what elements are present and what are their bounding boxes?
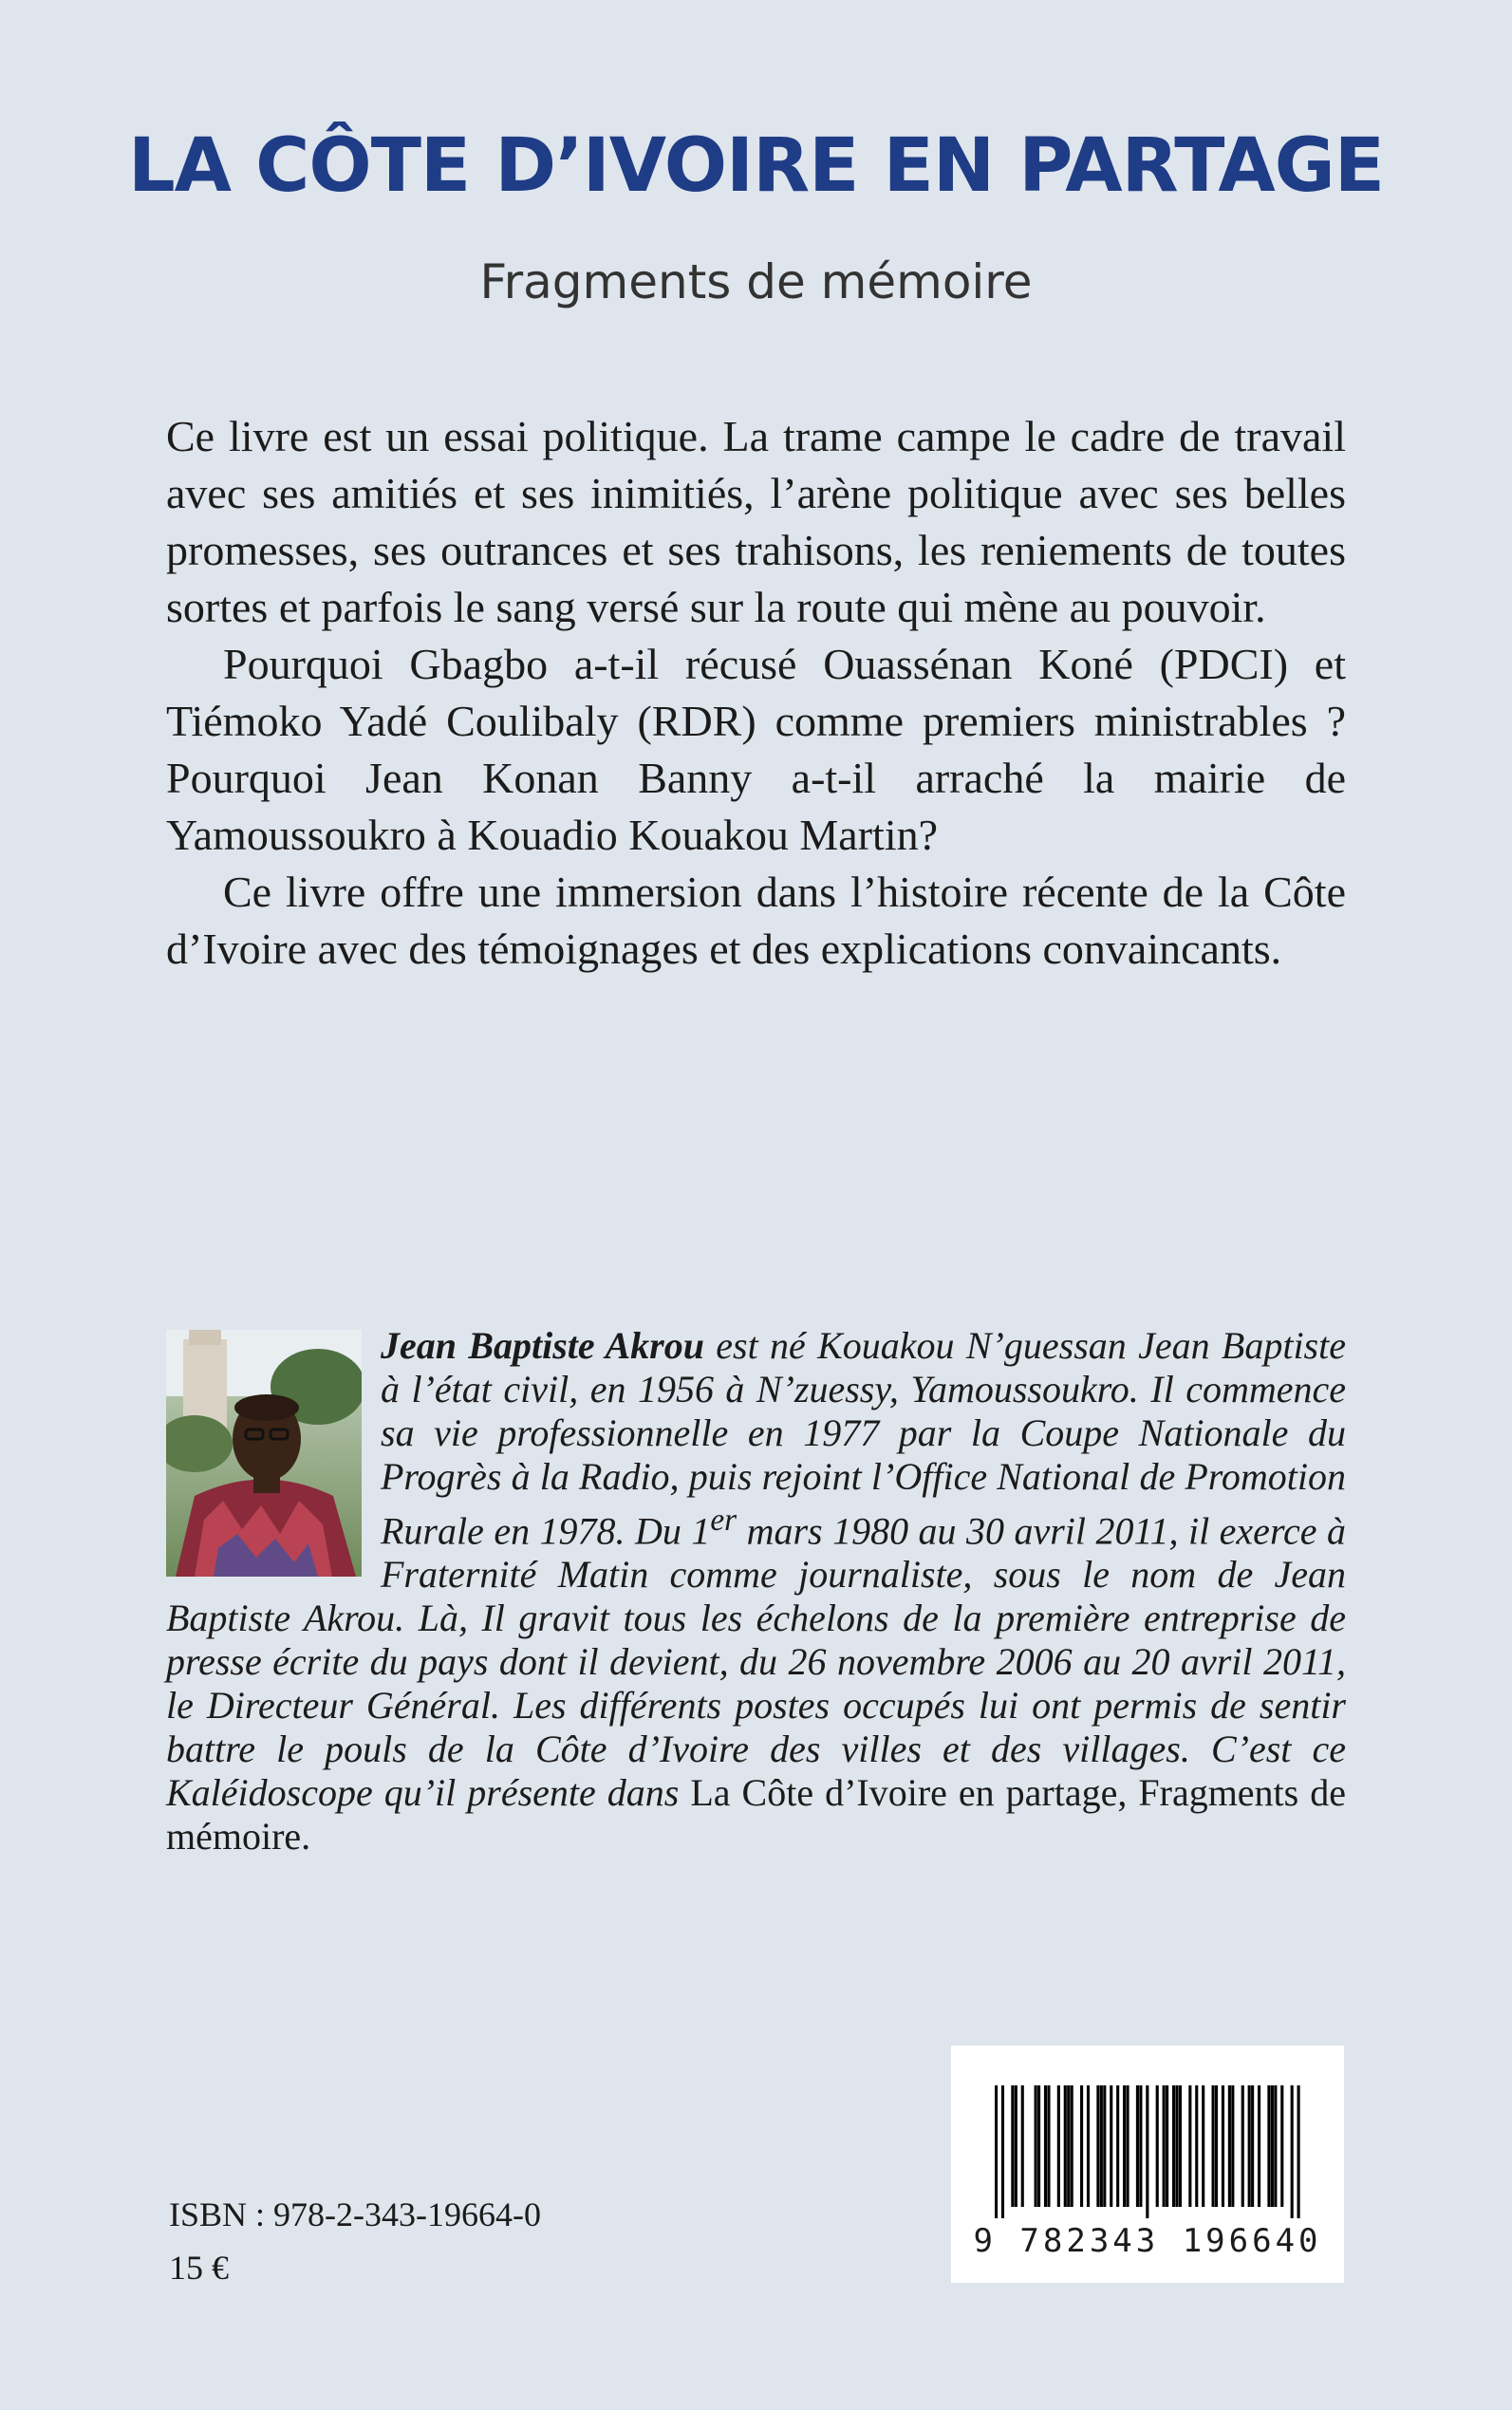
- barcode-bar: [1087, 2085, 1090, 2207]
- barcode-bar: [1067, 2085, 1070, 2207]
- barcode-bar: [1291, 2085, 1294, 2218]
- barcode-bar: [1251, 2085, 1254, 2207]
- barcode-bar: [995, 2085, 998, 2218]
- price-label: 15 €: [169, 2249, 229, 2287]
- barcode-bar: [1136, 2085, 1139, 2207]
- barcode-bar: [1116, 2085, 1119, 2207]
- barcode-bar: [1175, 2085, 1178, 2207]
- barcode-bar: [1126, 2085, 1129, 2207]
- blurb-paragraph: Ce livre offre une immersion dans l’histoire récente de la Côte d’Ivoire avec des témoignages et des explications convaincants.: [166, 868, 1346, 973]
- author-photo: [166, 1330, 362, 1577]
- barcode-bar: [1215, 2085, 1218, 2207]
- barcode-bar: [1001, 2085, 1004, 2218]
- barcode-bar: [1274, 2085, 1277, 2207]
- author-name: Jean Baptiste Akrou: [381, 1324, 704, 1367]
- isbn-label: ISBN : 978-2-343-19664-0: [169, 2195, 541, 2233]
- back-cover-blurb: [166, 408, 1346, 978]
- barcode-bar: [1280, 2085, 1283, 2207]
- barcode-digits: 9 782343 196640: [973, 2222, 1322, 2260]
- barcode-bar: [1267, 2085, 1270, 2207]
- barcode-bar: [1015, 2085, 1017, 2207]
- blurb-paragraph: Pourquoi Gbagbo a-t-il récusé Ouassénan Koné (PDCI) et Tiémoko Yadé Coulibaly (RDR) comme premiers ministrables ? Pourquoi Jean Konan Banny a-t-il arraché la mairie de Yamoussoukro à Kouadio Kouakou Martin?: [166, 640, 1346, 859]
- barcode-bar: [1202, 2085, 1204, 2207]
- barcode-bar: [1071, 2085, 1073, 2207]
- book-title: LA CÔTE D’IVOIRE EN PARTAGE: [127, 123, 1385, 209]
- blurb-paragraph: Ce livre est un essai politique. La trame campe le cadre de travail avec ses amitiés et ses inimitiés, l’arène politique avec ses belles promesses, ses outrances et ses trahisons, les reniements de toutes sortes et parfois le sang versé sur la route qui mène au pouvoir.: [166, 412, 1346, 631]
- barcode-bar: [1241, 2085, 1244, 2207]
- barcode-bar: [1100, 2085, 1103, 2207]
- author-bio: [166, 1324, 1346, 1859]
- barcode-bar: [1035, 2085, 1037, 2207]
- bio-text: est né Kouakou N’guessan Jean Baptiste à l’état civil, en 1956 à N’zuessy, Yamoussoukro. Il commence sa vie professionnelle en 1977 par la Coupe Nationale du Progrès à la Radio, puis rejoint l’Office National de Promotion Rurale en 1978. Du 1: [381, 1324, 1346, 1553]
- barcode-bar: [1057, 2085, 1060, 2207]
- bio-superscript: er: [710, 1503, 737, 1538]
- bio-text: mars 1980 au 30 avril 2011, il exerce à Fraternité Matin comme journaliste, sous le nom de Jean Baptiste Akrou. Là, Il gravit tous les échelons de la première entreprise de presse écrite du pays dont il devient, du 26 novembre 2006 au 20 avril 2011, le Directeur Général. Les différents postes occupés lui ont permis de sentir battre le pouls de la Côte d’Ivoire des villes et des villages. C’est ce Kaléidoscope qu’il présente dans: [166, 1509, 1346, 1815]
- barcode-bar: [1047, 2085, 1050, 2207]
- barcode-bar: [1271, 2085, 1274, 2207]
- book-reference: La Côte d’Ivoire en partage, Fragments de mémoire.: [166, 1771, 1346, 1859]
- barcode-bar: [1222, 2085, 1224, 2207]
- barcode-bar: [1188, 2085, 1191, 2207]
- barcode-bar: [1258, 2085, 1260, 2207]
- barcode-bar: [1103, 2085, 1106, 2207]
- barcode-bar: [1212, 2085, 1215, 2207]
- barcode-bar: [1096, 2085, 1099, 2207]
- barcode-bar: [1123, 2085, 1126, 2207]
- barcode: [951, 2046, 1344, 2283]
- barcode-bar: [1179, 2085, 1182, 2207]
- barcode-bar: [1195, 2085, 1198, 2207]
- barcode-bar: [1021, 2085, 1024, 2207]
- barcode-bar: [1172, 2085, 1175, 2207]
- barcode-bars: [995, 2085, 1300, 2218]
- barcode-bar: [1110, 2085, 1112, 2207]
- barcode-bar: [1156, 2085, 1159, 2207]
- barcode-bar: [1139, 2085, 1142, 2207]
- author-portrait-image: [166, 1330, 362, 1577]
- barcode-bar: [1064, 2085, 1067, 2207]
- barcode-bar: [1044, 2085, 1047, 2207]
- barcode-bar: [1231, 2085, 1234, 2207]
- barcode-bar: [1166, 2085, 1168, 2207]
- barcode-bar: [1297, 2085, 1300, 2218]
- barcode-bar: [1037, 2085, 1040, 2207]
- book-subtitle: Fragments de mémoire: [479, 254, 1033, 309]
- barcode-bar: [1080, 2085, 1083, 2207]
- barcode-bar: [1146, 2085, 1148, 2218]
- barcode-bar: [1011, 2085, 1014, 2207]
- barcode-bar: [1228, 2085, 1231, 2207]
- barcode-bar: [1248, 2085, 1251, 2207]
- barcode-bar: [1163, 2085, 1166, 2207]
